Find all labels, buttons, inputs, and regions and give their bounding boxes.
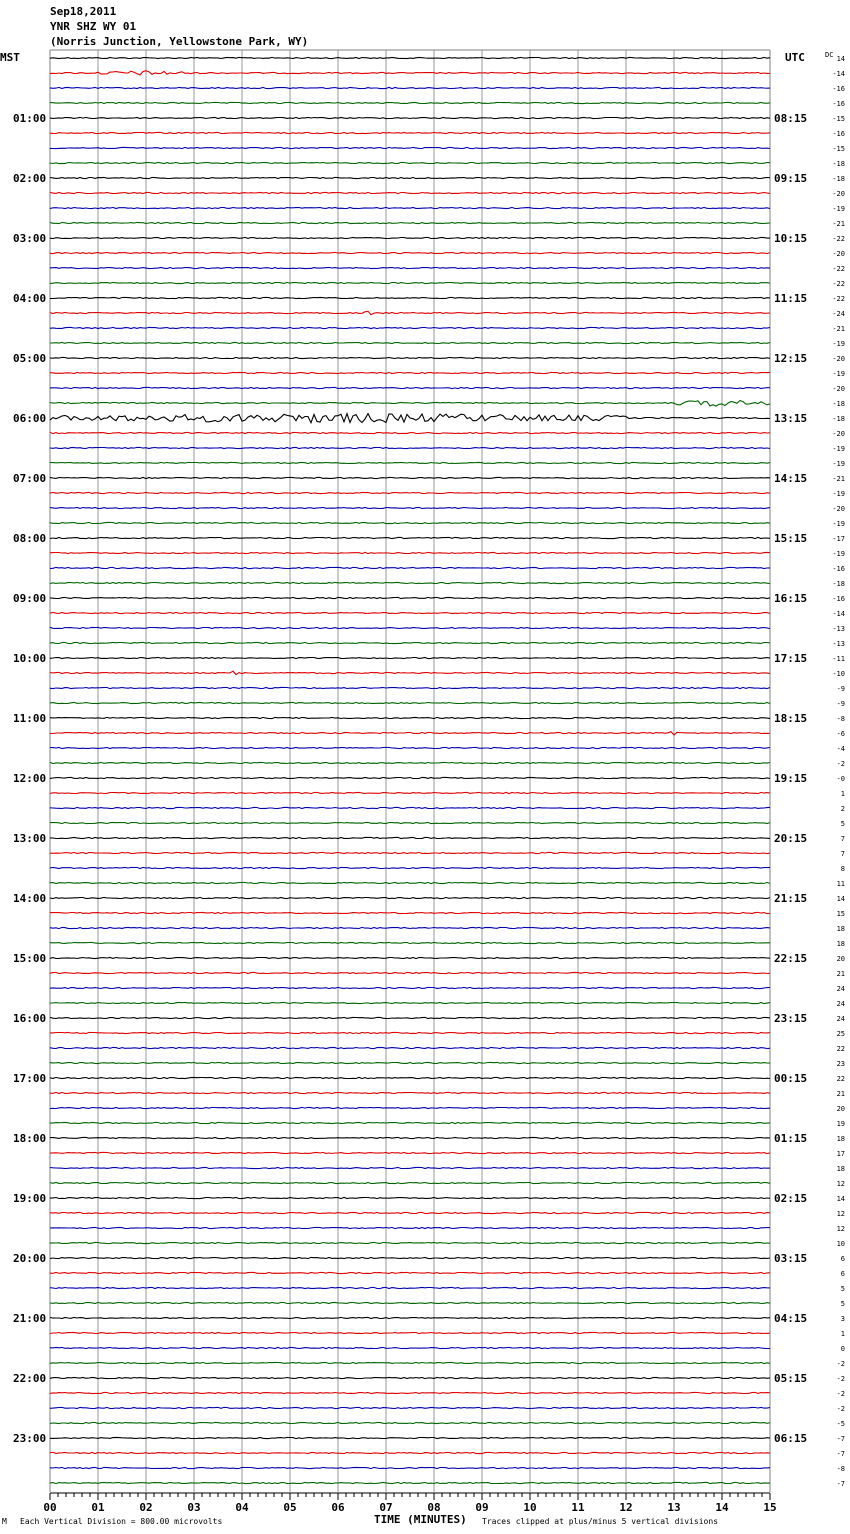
trace-green	[50, 1242, 770, 1243]
trace-blue	[50, 1047, 770, 1048]
trace-black	[50, 1257, 770, 1258]
dc-offset-value: -9	[836, 700, 845, 708]
x-tick-label: 08	[427, 1501, 441, 1514]
trace-red	[50, 852, 770, 853]
utc-hour-label: 08:15	[774, 112, 808, 125]
mst-hour-label: 03:00	[13, 232, 47, 245]
dc-offset-value: -20	[832, 385, 845, 393]
trace-red	[50, 1452, 770, 1453]
trace-red	[50, 792, 770, 793]
utc-hour-label: 17:15	[774, 652, 808, 665]
mst-hour-label: 14:00	[13, 892, 47, 905]
dc-offset-value: -18	[832, 580, 845, 588]
trace-green	[50, 822, 770, 823]
mst-hour-label: 13:00	[13, 832, 47, 845]
utc-hour-label: 12:15	[774, 352, 808, 365]
dc-offset-value: -21	[832, 325, 845, 333]
dc-offset-value: 12	[836, 1225, 845, 1233]
record-date: Sep18,2011	[50, 5, 117, 18]
mst-hour-label: 11:00	[13, 712, 47, 725]
trace-green	[50, 1362, 770, 1363]
trace-black	[50, 657, 770, 658]
dc-offset-value: -22	[832, 235, 845, 243]
trace-black	[50, 837, 770, 838]
dc-offset-value: -21	[832, 475, 845, 483]
trace-blue	[50, 747, 770, 748]
utc-hour-label: 01:15	[774, 1132, 808, 1145]
utc-hour-label: 21:15	[774, 892, 808, 905]
dc-offset-value: 12	[836, 1210, 845, 1218]
dc-offset-value: -6	[836, 730, 845, 738]
trace-green	[50, 582, 770, 583]
dc-offset-labels	[832, 55, 845, 1488]
dc-offset-value: -19	[832, 520, 845, 528]
utc-hour-label: 02:15	[774, 1192, 808, 1205]
trace-red	[50, 1392, 770, 1393]
trace-black	[50, 237, 770, 238]
mst-hour-label: 20:00	[13, 1252, 47, 1265]
x-tick-label: 11	[571, 1501, 585, 1514]
x-axis-title: TIME (MINUTES)	[374, 1513, 467, 1526]
dc-offset-value: 14	[836, 55, 845, 63]
trace-green	[50, 942, 770, 943]
x-tick-label: 00	[43, 1501, 57, 1514]
utc-hour-label: 04:15	[774, 1312, 808, 1325]
trace-red	[50, 972, 770, 973]
dc-offset-value: 10	[836, 1240, 845, 1248]
dc-offset-value: 5	[840, 1300, 845, 1308]
dc-offset-value: -7	[836, 1450, 845, 1458]
mst-hour-label: 18:00	[13, 1132, 47, 1145]
seismic-traces	[50, 57, 770, 1483]
trace-green	[50, 222, 770, 223]
trace-green	[50, 642, 770, 643]
trace-green	[50, 1002, 770, 1003]
utc-hour-label: 00:15	[774, 1072, 808, 1085]
x-tick-label: 15	[763, 1501, 777, 1514]
dc-offset-value: 25	[836, 1030, 845, 1038]
trace-blue	[50, 207, 770, 208]
utc-hour-label: 15:15	[774, 532, 808, 545]
trace-black	[50, 597, 770, 598]
trace-red	[50, 732, 770, 735]
dc-offset-value: 18	[836, 1135, 845, 1143]
mst-hour-label: 01:00	[13, 112, 47, 125]
trace-red	[50, 492, 770, 493]
dc-offset-value: 18	[836, 940, 845, 948]
trace-red	[50, 192, 770, 193]
dc-offset-value: -2	[836, 1375, 845, 1383]
utc-hour-label: 20:15	[774, 832, 808, 845]
trace-blue	[50, 447, 770, 448]
mst-label: MST	[0, 51, 20, 64]
trace-green	[50, 1182, 770, 1183]
mst-hour-label: 15:00	[13, 952, 47, 965]
dc-offset-value: -7	[836, 1480, 845, 1488]
mst-hour-label: 04:00	[13, 292, 47, 305]
dc-offset-value: -4	[836, 745, 845, 753]
utc-hour-label: 18:15	[774, 712, 808, 725]
trace-blue	[50, 987, 770, 988]
trace-blue	[50, 867, 770, 868]
dc-offset-value: 12	[836, 1180, 845, 1188]
trace-green	[50, 1422, 770, 1423]
trace-blue	[50, 1347, 770, 1348]
x-tick-label: 12	[619, 1501, 633, 1514]
trace-blue	[50, 387, 770, 388]
trace-black	[50, 717, 770, 718]
x-tick-label: 06	[331, 1501, 345, 1514]
dc-offset-value: 22	[836, 1075, 845, 1083]
trace-blue	[50, 1407, 770, 1408]
dc-offset-value: 15	[836, 910, 845, 918]
dc-offset-value: -2	[836, 1405, 845, 1413]
mst-hour-label: 07:00	[13, 472, 47, 485]
footer-left-mark: M	[2, 1517, 7, 1526]
station-location: (Norris Junction, Yellowstone Park, WY)	[50, 35, 309, 48]
mst-hour-label: 12:00	[13, 772, 47, 785]
trace-green	[50, 882, 770, 883]
utc-label: UTC	[785, 51, 805, 64]
dc-offset-value: 21	[836, 1090, 845, 1098]
trace-green	[50, 1122, 770, 1123]
dc-offset-value: 20	[836, 955, 845, 963]
trace-blue	[50, 687, 770, 688]
dc-offset-value: 19	[836, 1120, 845, 1128]
dc-offset-value: -22	[832, 295, 845, 303]
utc-hour-label: 23:15	[774, 1012, 808, 1025]
dc-offset-value: 8	[840, 865, 845, 873]
trace-black	[50, 57, 770, 58]
trace-red	[50, 132, 770, 133]
dc-offset-value: -15	[832, 145, 845, 153]
trace-red	[50, 432, 770, 433]
station-code: YNR SHZ WY 01	[50, 20, 137, 33]
utc-hour-label: 16:15	[774, 592, 808, 605]
trace-red	[50, 1272, 770, 1273]
utc-hour-label: 11:15	[774, 292, 808, 305]
utc-hour-label: 13:15	[774, 412, 808, 425]
dc-offset-value: -2	[836, 760, 845, 768]
trace-blue	[50, 927, 770, 928]
dc-offset-value: -20	[832, 430, 845, 438]
trace-green	[50, 342, 770, 343]
dc-offset-value: -19	[832, 460, 845, 468]
dc-offset-value: -8	[836, 1465, 845, 1473]
dc-offset-value: -11	[832, 655, 845, 663]
trace-green	[50, 102, 770, 103]
trace-blue	[50, 627, 770, 628]
trace-blue	[50, 1107, 770, 1108]
dc-offset-value: 17	[836, 1150, 845, 1158]
time-axis	[43, 1493, 776, 1514]
mst-hour-labels	[13, 112, 46, 1445]
dc-offset-value: -13	[832, 640, 845, 648]
trace-red	[50, 71, 770, 75]
mst-hour-label: 06:00	[13, 412, 47, 425]
utc-hour-label: 03:15	[774, 1252, 808, 1265]
trace-green	[50, 1482, 770, 1483]
trace-black	[50, 957, 770, 958]
minute-grid	[50, 50, 770, 1492]
trace-green	[50, 1302, 770, 1303]
trace-blue	[50, 267, 770, 268]
trace-red	[50, 311, 770, 314]
dc-offset-value: 24	[836, 1015, 845, 1023]
trace-red	[50, 1332, 770, 1333]
x-tick-label: 09	[475, 1501, 489, 1514]
dc-offset-value: -19	[832, 370, 845, 378]
utc-hour-label: 14:15	[774, 472, 808, 485]
dc-offset-value: -16	[832, 100, 845, 108]
dc-offset-value: -19	[832, 550, 845, 558]
dc-offset-value: 18	[836, 1165, 845, 1173]
dc-offset-value: 7	[840, 850, 845, 858]
trace-black	[50, 1017, 770, 1018]
dc-offset-value: -20	[832, 505, 845, 513]
trace-green	[50, 522, 770, 523]
dc-offset-value: -16	[832, 130, 845, 138]
dc-offset-value: -19	[832, 205, 845, 213]
scale-note: Each Vertical Division = 800.00 microvolts	[20, 1517, 223, 1526]
trace-red	[50, 1032, 770, 1033]
mst-hour-label: 19:00	[13, 1192, 47, 1205]
trace-black	[50, 357, 770, 358]
mst-hour-label: 02:00	[13, 172, 47, 185]
dc-offset-value: -14	[832, 70, 845, 78]
dc-offset-value: 23	[836, 1060, 845, 1068]
trace-black	[50, 177, 770, 178]
mst-hour-label: 22:00	[13, 1372, 47, 1385]
dc-offset-value: 5	[840, 820, 845, 828]
utc-hour-label: 09:15	[774, 172, 808, 185]
x-tick-label: 07	[379, 1501, 393, 1514]
x-tick-label: 10	[523, 1501, 537, 1514]
dc-offset-value: -18	[832, 160, 845, 168]
trace-black	[50, 414, 770, 423]
mst-hour-label: 17:00	[13, 1072, 47, 1085]
trace-blue	[50, 567, 770, 568]
trace-green	[50, 282, 770, 283]
x-tick-label: 01	[91, 1501, 105, 1514]
trace-green	[50, 462, 770, 463]
dc-offset-value: 1	[840, 790, 845, 798]
dc-offset-value: -14	[832, 610, 845, 618]
dc-offset-value: -16	[832, 565, 845, 573]
dc-offset-value: -19	[832, 445, 845, 453]
dc-offset-value: 3	[840, 1315, 845, 1323]
dc-offset-value: -15	[832, 115, 845, 123]
trace-blue	[50, 1227, 770, 1228]
trace-green	[50, 762, 770, 763]
dc-offset-value: -5	[836, 1420, 845, 1428]
trace-red	[50, 1212, 770, 1213]
dc-header: DC	[825, 51, 834, 59]
mst-hour-label: 10:00	[13, 652, 47, 665]
trace-green	[50, 1062, 770, 1063]
dc-offset-value: 1	[840, 1330, 845, 1338]
dc-offset-value: 14	[836, 895, 845, 903]
dc-offset-value: -19	[832, 340, 845, 348]
dc-offset-value: -24	[832, 310, 845, 318]
trace-green	[50, 162, 770, 163]
dc-offset-value: -2	[836, 1360, 845, 1368]
dc-offset-value: -10	[832, 670, 845, 678]
utc-hour-label: 05:15	[774, 1372, 808, 1385]
dc-offset-value: -13	[832, 625, 845, 633]
dc-offset-value: 6	[840, 1255, 845, 1263]
trace-blue	[50, 147, 770, 148]
trace-black	[50, 1197, 770, 1198]
x-tick-label: 02	[139, 1501, 153, 1514]
dc-offset-value: -20	[832, 355, 845, 363]
trace-black	[50, 1137, 770, 1138]
dc-offset-value: -18	[832, 175, 845, 183]
trace-green	[50, 702, 770, 703]
trace-black	[50, 1077, 770, 1078]
x-tick-label: 13	[667, 1501, 681, 1514]
mst-hour-label: 21:00	[13, 1312, 47, 1325]
dc-offset-value: 2	[840, 805, 845, 813]
trace-blue	[50, 87, 770, 88]
trace-red	[50, 1092, 770, 1093]
dc-offset-value: -19	[832, 490, 845, 498]
trace-blue	[50, 1467, 770, 1468]
trace-black	[50, 1437, 770, 1438]
trace-black	[50, 1377, 770, 1378]
x-tick-label: 14	[715, 1501, 729, 1514]
dc-offset-value: -18	[832, 415, 845, 423]
dc-offset-value: -0	[836, 775, 845, 783]
dc-offset-value: 14	[836, 1195, 845, 1203]
x-tick-label: 04	[235, 1501, 249, 1514]
trace-red	[50, 552, 770, 553]
dc-offset-value: -8	[836, 715, 845, 723]
utc-hour-label: 22:15	[774, 952, 808, 965]
trace-red	[50, 912, 770, 913]
x-tick-label: 03	[187, 1501, 201, 1514]
dc-offset-value: -20	[832, 250, 845, 258]
dc-offset-value: -16	[832, 595, 845, 603]
dc-offset-value: 5	[840, 1285, 845, 1293]
utc-hour-label: 10:15	[774, 232, 808, 245]
dc-offset-value: 7	[840, 835, 845, 843]
mst-hour-label: 08:00	[13, 532, 47, 545]
dc-offset-value: 21	[836, 970, 845, 978]
trace-black	[50, 117, 770, 118]
mst-hour-label: 05:00	[13, 352, 47, 365]
trace-red	[50, 612, 770, 613]
trace-black	[50, 537, 770, 538]
clip-note: Traces clipped at plus/minus 5 vertical divisions	[482, 1517, 719, 1526]
trace-black	[50, 897, 770, 898]
utc-hour-labels	[774, 112, 807, 1445]
dc-offset-value: -17	[832, 535, 845, 543]
mst-hour-label: 09:00	[13, 592, 47, 605]
trace-red	[50, 671, 770, 674]
trace-blue	[50, 1287, 770, 1288]
dc-offset-value: -21	[832, 220, 845, 228]
dc-offset-value: -18	[832, 400, 845, 408]
mst-hour-label: 23:00	[13, 1432, 47, 1445]
dc-offset-value: 18	[836, 925, 845, 933]
trace-blue	[50, 507, 770, 508]
trace-red	[50, 252, 770, 253]
trace-red	[50, 1152, 770, 1153]
dc-offset-value: -20	[832, 190, 845, 198]
trace-blue	[50, 807, 770, 808]
utc-hour-label: 19:15	[774, 772, 808, 785]
trace-red	[50, 372, 770, 373]
dc-offset-value: 0	[840, 1345, 845, 1353]
dc-offset-value: -2	[836, 1390, 845, 1398]
trace-blue	[50, 1167, 770, 1168]
dc-offset-value: -22	[832, 265, 845, 273]
trace-black	[50, 1317, 770, 1318]
dc-offset-value: 20	[836, 1105, 845, 1113]
dc-offset-value: 22	[836, 1045, 845, 1053]
dc-offset-value: -9	[836, 685, 845, 693]
trace-black	[50, 777, 770, 778]
dc-offset-value: 6	[840, 1270, 845, 1278]
dc-offset-value: 24	[836, 985, 845, 993]
dc-offset-value: -7	[836, 1435, 845, 1443]
dc-offset-value: -16	[832, 85, 845, 93]
mst-hour-label: 16:00	[13, 1012, 47, 1025]
dc-offset-value: 24	[836, 1000, 845, 1008]
utc-hour-label: 06:15	[774, 1432, 808, 1445]
x-tick-label: 05	[283, 1501, 297, 1514]
trace-black	[50, 477, 770, 478]
trace-green	[50, 401, 770, 407]
dc-offset-value: -22	[832, 280, 845, 288]
trace-black	[50, 297, 770, 298]
trace-blue	[50, 327, 770, 328]
dc-offset-value: 11	[836, 880, 845, 888]
